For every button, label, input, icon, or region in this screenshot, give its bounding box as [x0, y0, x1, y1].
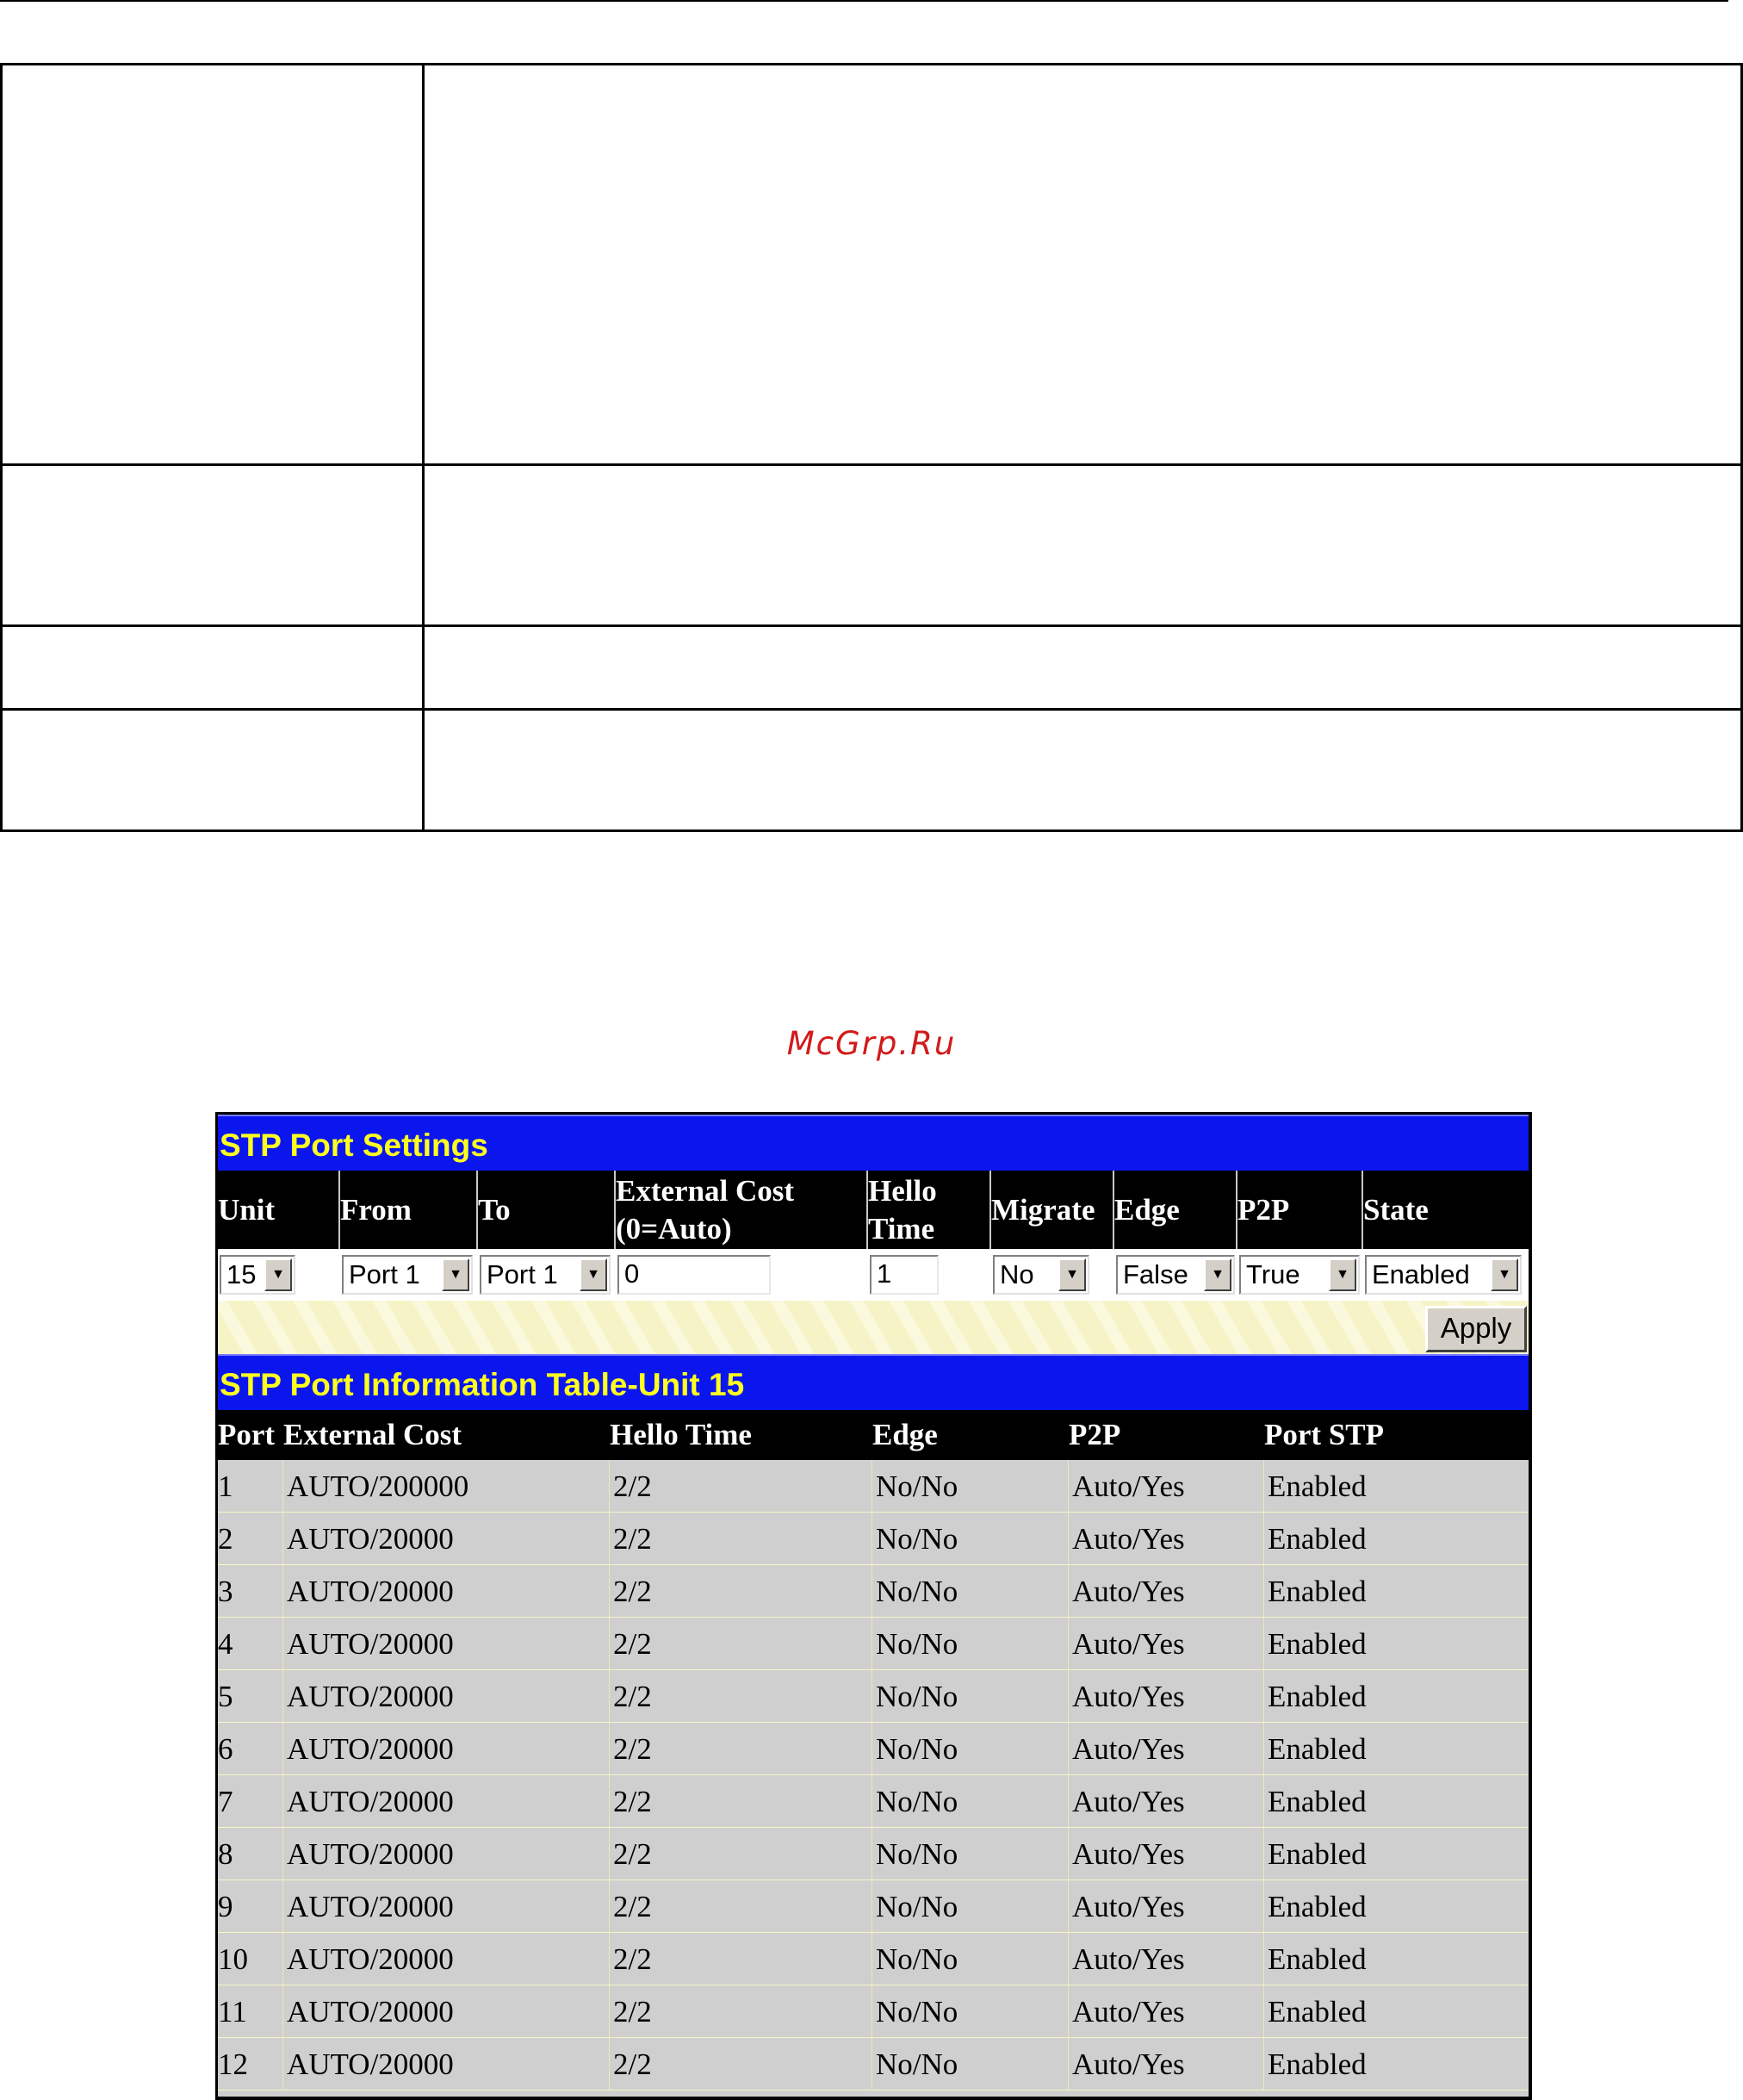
external-cost-input[interactable]: 0 [617, 1255, 771, 1295]
header-external-cost-line1: External Cost [616, 1173, 795, 1208]
to-port-select[interactable] [480, 1255, 611, 1295]
doc-table-cell [2, 65, 424, 465]
edge-cell: No/No [872, 1460, 1069, 1512]
edge-cell: No/No [872, 1933, 1069, 1985]
port-stp-cell: Enabled [1268, 2047, 1367, 2081]
port-stp-cell: Enabled [1268, 1469, 1367, 1503]
hello-time-cell: 2/2 [610, 1565, 872, 1617]
page-top-rule [0, 0, 1728, 2]
port-stp-cell: Enabled [1268, 1522, 1367, 1556]
hello-time-cell: 2/2 [610, 1723, 872, 1774]
header-migrate: Migrate [991, 1171, 1114, 1249]
migrate-value: No [1000, 1259, 1034, 1289]
external-cost-cell: AUTO/20000 [283, 2038, 610, 2090]
header-state: State [1363, 1192, 1429, 1227]
header-hello-line1: Hello [868, 1173, 937, 1208]
doc-table-cell [424, 626, 1742, 710]
edge-cell: No/No [872, 1723, 1069, 1774]
edge-cell: No/No [872, 1775, 1069, 1827]
chevron-down-icon[interactable]: ▼ [442, 1258, 469, 1291]
external-cost-cell: AUTO/20000 [283, 1828, 610, 1879]
table-row [218, 1460, 1529, 1513]
external-cost-cell: AUTO/20000 [283, 1670, 610, 1722]
external-cost-cell: AUTO/20000 [283, 1880, 610, 1932]
edge-cell: No/No [872, 1828, 1069, 1879]
table-row [218, 1565, 1529, 1618]
port-cell: 7 [218, 1775, 283, 1827]
info-header-hello-time: Hello Time [610, 1418, 752, 1451]
header-hello-time [868, 1171, 991, 1249]
table-row [218, 1880, 1529, 1933]
external-cost-cell: AUTO/200000 [283, 1460, 610, 1512]
chevron-down-icon[interactable]: ▼ [1491, 1258, 1518, 1291]
edge-select[interactable] [1116, 1255, 1235, 1295]
hello-time-cell: 2/2 [610, 1775, 872, 1827]
to-cell [478, 1249, 616, 1301]
table-row [218, 1723, 1529, 1775]
port-stp-cell: Enabled [1268, 1575, 1367, 1608]
header-external-cost [616, 1171, 868, 1249]
hello-time-cell: 2/2 [610, 1985, 872, 2037]
state-value: Enabled [1372, 1259, 1470, 1289]
hello-time-cell [868, 1249, 991, 1301]
watermark: McGrp.Ru [786, 1025, 957, 1062]
chevron-down-icon[interactable]: ▼ [264, 1258, 292, 1291]
hello-time-cell: 2/2 [610, 1460, 872, 1512]
from-cell [340, 1249, 478, 1301]
edge-cell: No/No [872, 1880, 1069, 1932]
external-cost-cell: AUTO/20000 [283, 1723, 610, 1774]
header-unit: Unit [218, 1171, 340, 1249]
edge-cell: No/No [872, 2038, 1069, 2090]
header-to: To [478, 1171, 616, 1249]
table-row [218, 2038, 1529, 2091]
port-cell: 8 [218, 1828, 283, 1879]
edge-cell: No/No [872, 1565, 1069, 1617]
settings-header-row [218, 1171, 1529, 1249]
info-header-port-stp: Port STP [1264, 1418, 1385, 1451]
header-external-cost-line2: (0=Auto) [616, 1211, 732, 1246]
settings-controls-row [218, 1249, 1529, 1301]
p2p-cell: Auto/Yes [1069, 1985, 1264, 2037]
port-stp-cell: Enabled [1268, 1837, 1367, 1871]
p2p-cell [1237, 1249, 1363, 1301]
edge-value: False [1123, 1259, 1188, 1289]
info-table-body [218, 1460, 1529, 2091]
hello-time-cell: 2/2 [610, 1670, 872, 1722]
external-cost-cell: AUTO/20000 [283, 1618, 610, 1669]
chevron-down-icon[interactable]: ▼ [1204, 1258, 1231, 1291]
p2p-cell: Auto/Yes [1069, 1513, 1264, 1564]
info-header-port: Port [218, 1418, 276, 1451]
stp-port-settings-panel [215, 1112, 1532, 2100]
doc-table-cell [2, 626, 424, 710]
external-cost-cell: AUTO/20000 [283, 1513, 610, 1564]
table-row [218, 1513, 1529, 1565]
port-stp-cell: Enabled [1268, 1890, 1367, 1923]
from-port-value: Port 1 [349, 1259, 420, 1289]
port-stp-cell: Enabled [1268, 1627, 1367, 1661]
edge-cell [1114, 1249, 1237, 1301]
p2p-cell: Auto/Yes [1069, 1618, 1264, 1669]
state-select[interactable] [1365, 1255, 1522, 1295]
p2p-cell: Auto/Yes [1069, 1775, 1264, 1827]
info-header-external-cost: External Cost [283, 1418, 462, 1451]
p2p-cell: Auto/Yes [1069, 2038, 1264, 2090]
chevron-down-icon[interactable]: ▼ [1329, 1258, 1356, 1291]
table-row [218, 1933, 1529, 1985]
port-stp-cell: Enabled [1268, 1680, 1367, 1713]
doc-table-row [2, 465, 1742, 626]
port-stp-cell: Enabled [1268, 1995, 1367, 2029]
chevron-down-icon[interactable]: ▼ [580, 1258, 607, 1291]
apply-button[interactable]: Apply [1425, 1306, 1527, 1352]
info-header-row [218, 1410, 1529, 1460]
p2p-cell: Auto/Yes [1069, 1460, 1264, 1512]
port-stp-cell: Enabled [1268, 1942, 1367, 1976]
edge-cell: No/No [872, 1618, 1069, 1669]
hello-time-input[interactable]: 1 [870, 1255, 939, 1295]
p2p-value: True [1246, 1259, 1300, 1289]
port-stp-cell: Enabled [1268, 1785, 1367, 1818]
port-cell: 2 [218, 1513, 283, 1564]
table-row [218, 1828, 1529, 1880]
doc-table-row [2, 710, 1742, 831]
p2p-select[interactable] [1239, 1255, 1360, 1295]
port-cell: 11 [218, 1985, 283, 2037]
port-cell: 1 [218, 1460, 283, 1512]
doc-table-cell [424, 710, 1742, 831]
header-hello-line2: Time [868, 1211, 935, 1246]
doc-table-row [2, 626, 1742, 710]
p2p-cell: Auto/Yes [1069, 1723, 1264, 1774]
hello-time-cell: 2/2 [610, 1880, 872, 1932]
edge-cell: No/No [872, 1985, 1069, 2037]
header-from: From [340, 1171, 478, 1249]
p2p-cell: Auto/Yes [1069, 1933, 1264, 1985]
port-cell: 9 [218, 1880, 283, 1932]
port-cell: 4 [218, 1618, 283, 1669]
chevron-down-icon[interactable]: ▼ [1058, 1258, 1086, 1291]
doc-table-cell [424, 65, 1742, 465]
info-header-p2p: P2P [1069, 1418, 1121, 1451]
edge-cell: No/No [872, 1513, 1069, 1564]
p2p-cell: Auto/Yes [1069, 1565, 1264, 1617]
hello-time-cell: 2/2 [610, 2038, 872, 2090]
header-p2p: P2P [1237, 1171, 1363, 1249]
hello-time-cell: 2/2 [610, 1933, 872, 1985]
apply-row [218, 1301, 1529, 1354]
migrate-select[interactable] [993, 1255, 1089, 1295]
state-cell [1363, 1249, 1525, 1301]
table-row [218, 1670, 1529, 1723]
unit-select[interactable] [220, 1255, 295, 1295]
doc-table-cell [2, 710, 424, 831]
external-cost-cell: AUTO/20000 [283, 1933, 610, 1985]
parameter-description-table [0, 63, 1743, 832]
external-cost-cell: AUTO/20000 [283, 1565, 610, 1617]
p2p-cell: Auto/Yes [1069, 1828, 1264, 1879]
external-cost-cell: AUTO/20000 [283, 1775, 610, 1827]
header-edge: Edge [1114, 1171, 1237, 1249]
table-row [218, 1985, 1529, 2038]
doc-table-cell [2, 465, 424, 626]
hello-time-cell: 2/2 [610, 1618, 872, 1669]
port-cell: 6 [218, 1723, 283, 1774]
table-row [218, 1775, 1529, 1828]
unit-cell [218, 1249, 340, 1301]
to-port-value: Port 1 [487, 1259, 558, 1289]
port-cell: 5 [218, 1670, 283, 1722]
info-table-title: STP Port Information Table-Unit 15 [218, 1354, 1529, 1410]
port-cell: 12 [218, 2038, 283, 2090]
edge-cell: No/No [872, 1670, 1069, 1722]
port-cell: 10 [218, 1933, 283, 1985]
hello-time-cell: 2/2 [610, 1513, 872, 1564]
doc-table-cell [424, 465, 1742, 626]
p2p-cell: Auto/Yes [1069, 1670, 1264, 1722]
p2p-cell: Auto/Yes [1069, 1880, 1264, 1932]
migrate-cell [991, 1249, 1114, 1301]
external-cost-cell: AUTO/20000 [283, 1985, 610, 2037]
settings-title: STP Port Settings [218, 1115, 1529, 1171]
info-header-edge: Edge [872, 1418, 938, 1451]
hello-time-cell: 2/2 [610, 1828, 872, 1879]
external-cost-cell [616, 1249, 868, 1301]
port-stp-cell: Enabled [1268, 1732, 1367, 1766]
port-cell: 3 [218, 1565, 283, 1617]
doc-table-row [2, 65, 1742, 465]
unit-select-value: 15 [226, 1259, 257, 1289]
from-port-select[interactable] [342, 1255, 473, 1295]
table-row [218, 1618, 1529, 1670]
